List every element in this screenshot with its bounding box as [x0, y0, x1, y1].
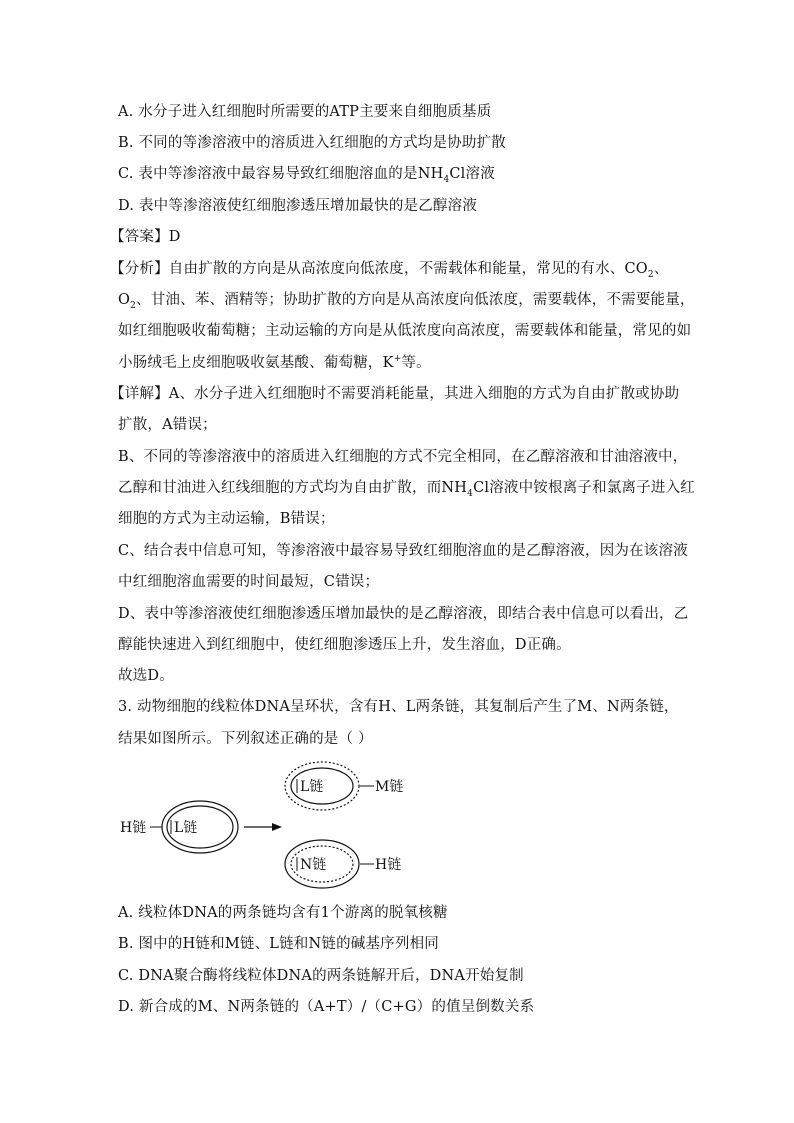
mtdna-replication-diagram — [118, 760, 438, 890]
analysis-line-3: 如红细胞吸收葡萄糖；主动运输的方向是从低浓度向高浓度，需要载体和能量，常见的如 — [118, 323, 692, 339]
detail-line-9: 醇能快速进入到红细胞中，使红细胞渗透压上升，发生溶血，D正确。 — [118, 637, 571, 653]
text-segment: C. 表中等渗溶液中最容易导致红细胞溶血的是NH — [118, 166, 444, 182]
q3-option-b: B. 图中的H链和M链、L链和N链的碱基序列相同 — [118, 936, 439, 952]
label-l-chain-left: L链 — [174, 820, 198, 836]
text-segment: 小肠绒毛上皮细胞吸收氨基酸、葡萄糖，K — [118, 355, 394, 371]
prev-option-d: D. 表中等渗溶液使红细胞渗透压增加最快的是乙醇溶液 — [118, 198, 478, 214]
label-h-chain-right: H链 — [375, 857, 402, 873]
label-m-chain: M链 — [375, 779, 404, 795]
detail-line-8: D、表中等渗溶液使红细胞渗透压增加最快的是乙醇溶液，即结合表中信息可以看出，乙 — [118, 606, 689, 622]
subscript: 4 — [467, 488, 474, 499]
question-3-line-1: 3. 动物细胞的线粒体DNA呈环状，含有H、L两条链，其复制后产生了M、N两条链， — [118, 699, 679, 715]
detail-line-6: C、结合表中信息可知，等渗溶液中最容易导致红细胞溶血的是乙醇溶液，因为在该溶液 — [118, 543, 688, 559]
detail-line-1: 【详解】A、水分子进入红细胞时不需要消耗能量，其进入细胞的方式为自由扩散或协助 — [110, 386, 680, 402]
text-segment: 、甘油、苯、酒精等；协助扩散的方向是从高浓度向低浓度，需要载体，不需要能量， — [136, 292, 695, 308]
detail-line-10: 故选D。 — [118, 668, 174, 684]
detail-line-2: 扩散，A错误； — [118, 417, 217, 433]
subscript: 4 — [443, 174, 450, 185]
q3-option-c: C. DNA聚合酶将线粒体DNA的两条链解开后，DNA开始复制 — [118, 968, 524, 984]
answer-line: 【答案】D — [110, 229, 181, 245]
label-n-chain: N链 — [300, 857, 327, 873]
detail-line-4 — [118, 478, 698, 498]
detail-line-3: B、不同的等渗溶液中的溶质进入红细胞的方式不完全相同，在乙醇溶液和甘油溶液中， — [118, 449, 688, 465]
subscript: 2 — [647, 269, 654, 280]
analysis-line-1 — [110, 259, 690, 279]
text-segment: Cl溶液 — [449, 166, 495, 182]
analysis-line-2 — [118, 290, 698, 310]
text-segment: 等。 — [401, 355, 431, 371]
subscript: 2 — [130, 300, 137, 311]
text-segment: 【分析】自由扩散的方向是从高浓度向低浓度，不需载体和能量，常见的有水、CO — [110, 261, 648, 277]
detail-line-5: 细胞的方式为主动运输，B错误； — [118, 511, 335, 527]
text-segment: 乙醇和甘油进入红线细胞的方式均为自由扩散，而NH — [118, 480, 468, 496]
question-3-line-2: 结果如图所示。下列叙述正确的是（ ） — [118, 731, 373, 747]
text-segment: Cl溶液中铵根离子和氯离子进入红 — [473, 480, 696, 496]
q3-option-a: A. 线粒体DNA的两条链均含有1个游离的脱氧核糖 — [118, 905, 448, 921]
prev-option-b: B. 不同的等渗溶液中的溶质进入红细胞的方式均是协助扩散 — [118, 135, 506, 151]
arrow-head — [272, 823, 282, 831]
label-l-chain-top: L链 — [300, 779, 324, 795]
prev-option-a: A. 水分子进入红细胞时所需要的ATP主要来自细胞质基质 — [118, 104, 492, 120]
detail-line-7: 中红细胞溶血需要的时间最短，C错误； — [118, 574, 380, 590]
q3-option-d: D. 新合成的M、N两条链的（A+T）/（C+G）的值呈倒数关系 — [118, 999, 535, 1015]
text-segment: 、 — [653, 261, 669, 277]
analysis-line-4 — [118, 353, 698, 373]
superscript: + — [393, 354, 402, 365]
text-segment: O — [118, 292, 131, 308]
label-h-chain-left: H链 — [120, 820, 147, 836]
prev-option-c — [118, 164, 698, 184]
